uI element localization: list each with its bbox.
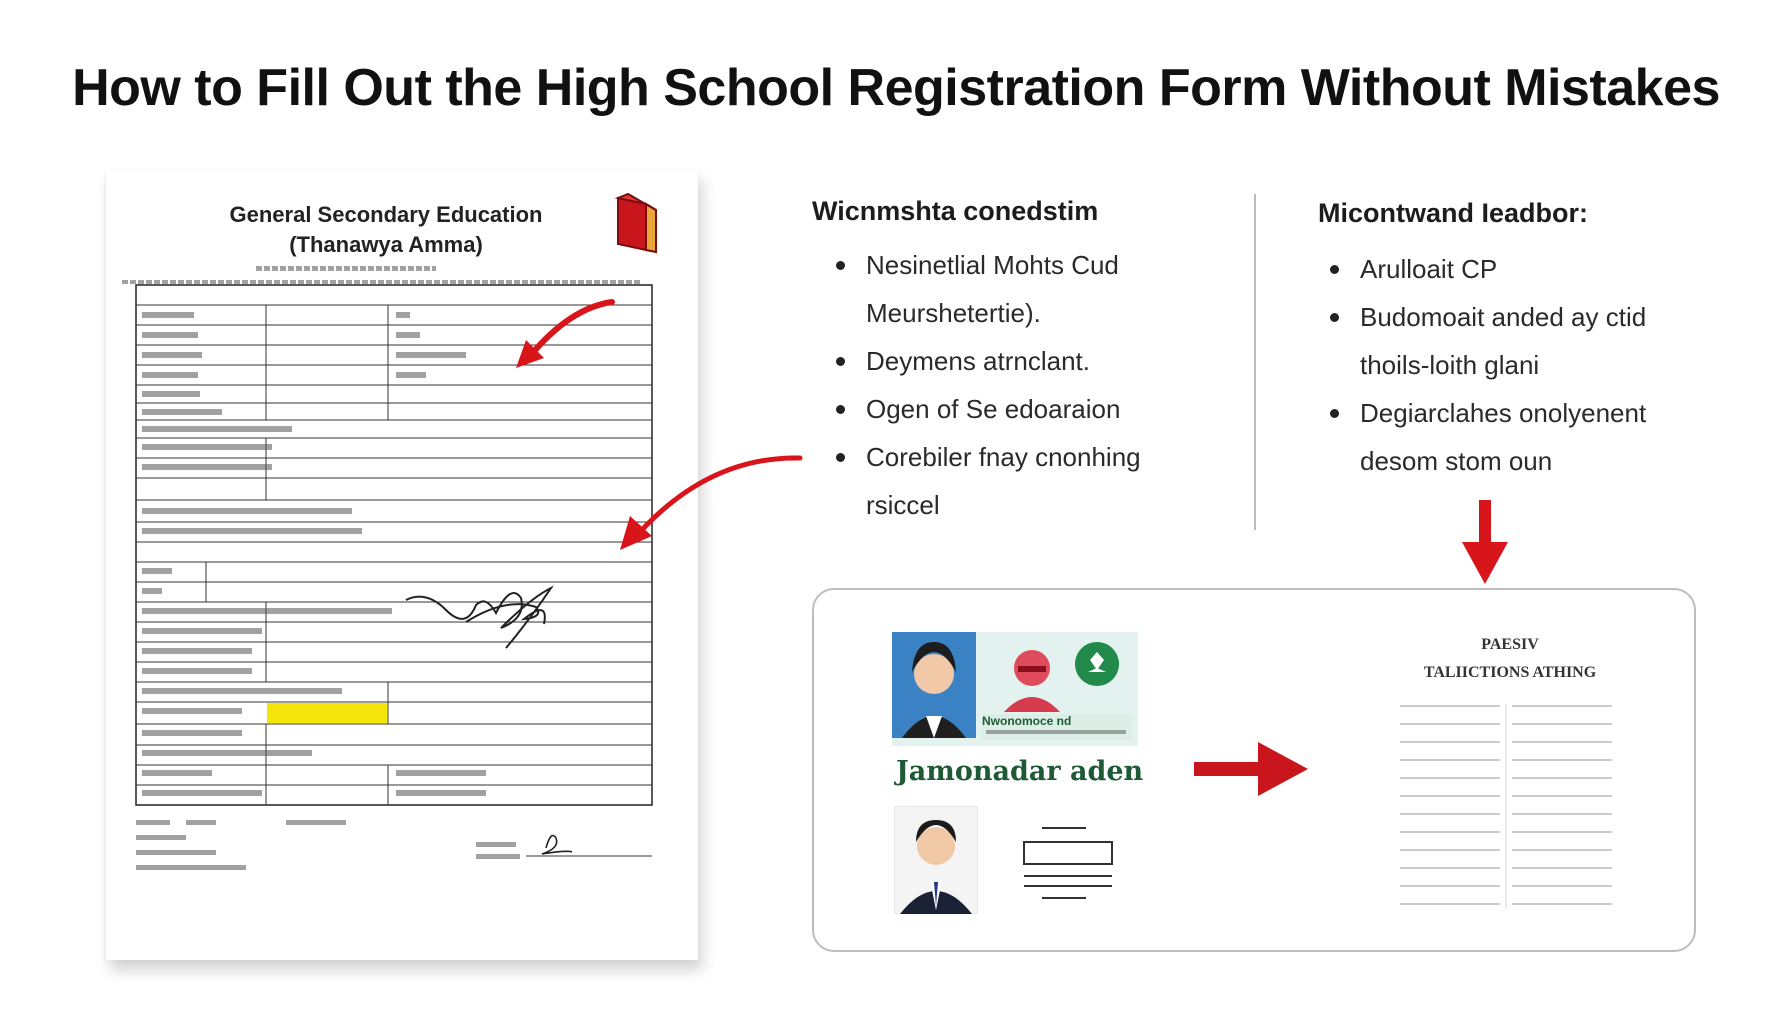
- id-card-label: Nwonomoce nd: [982, 714, 1072, 728]
- id-card: [892, 632, 1138, 746]
- list-item-continuation: thoils-loith glani: [1360, 350, 1540, 380]
- document-heading-1: PAESIV: [1481, 636, 1539, 653]
- arrow-to-form-top: [500, 296, 630, 376]
- instructions-document: [1360, 626, 1660, 926]
- documents-heading: Micontwand Ieadbor:: [1318, 198, 1588, 228]
- form-title-line1: General Secondary Education: [229, 202, 543, 227]
- list-item: Degiarclahes onolyenent: [1330, 389, 1646, 437]
- list-item: Deymens atrnclant.: [836, 337, 1141, 385]
- requirements-heading: Wicnmshta conedstim: [812, 196, 1099, 226]
- registration-form-sheet: [106, 170, 698, 960]
- documents-column: [1318, 198, 1646, 485]
- documents-panel: [812, 588, 1696, 952]
- form-table: [106, 170, 698, 960]
- list-item: Nesinetlial Mohts Cud: [836, 241, 1141, 289]
- list-item-continuation: desom stom oun: [1360, 446, 1553, 476]
- arrow-down-icon: [1460, 500, 1510, 586]
- arrow-to-form-middle: [600, 448, 810, 558]
- document-lines-icon: [1020, 824, 1114, 902]
- list-item: Corebiler fnay cnonhing: [836, 433, 1141, 481]
- id-card-name: Jamonadar aden: [896, 756, 1144, 787]
- requirements-column: [812, 196, 1141, 529]
- page-title: How to Fill Out the High School Registration Form Without Mistakes: [72, 59, 1720, 117]
- list-item: Arulloait CP: [1330, 245, 1646, 293]
- document-ruled-lines: [1400, 704, 1620, 914]
- signature: [406, 588, 551, 648]
- list-item-continuation: rsiccel: [866, 490, 940, 520]
- list-item: Ogen of Se edoaraion: [836, 385, 1141, 433]
- list-item-continuation: Meurshetertie).: [866, 298, 1041, 328]
- form-title-line2: (Thanawya Amma): [289, 232, 483, 257]
- list-item: Budomoait anded ay ctid: [1330, 293, 1646, 341]
- column-divider: [1254, 194, 1256, 530]
- document-heading-2: TALIICTIONS ATHING: [1423, 664, 1597, 681]
- arrow-right-icon: [1194, 738, 1310, 800]
- passport-photo: [894, 806, 978, 914]
